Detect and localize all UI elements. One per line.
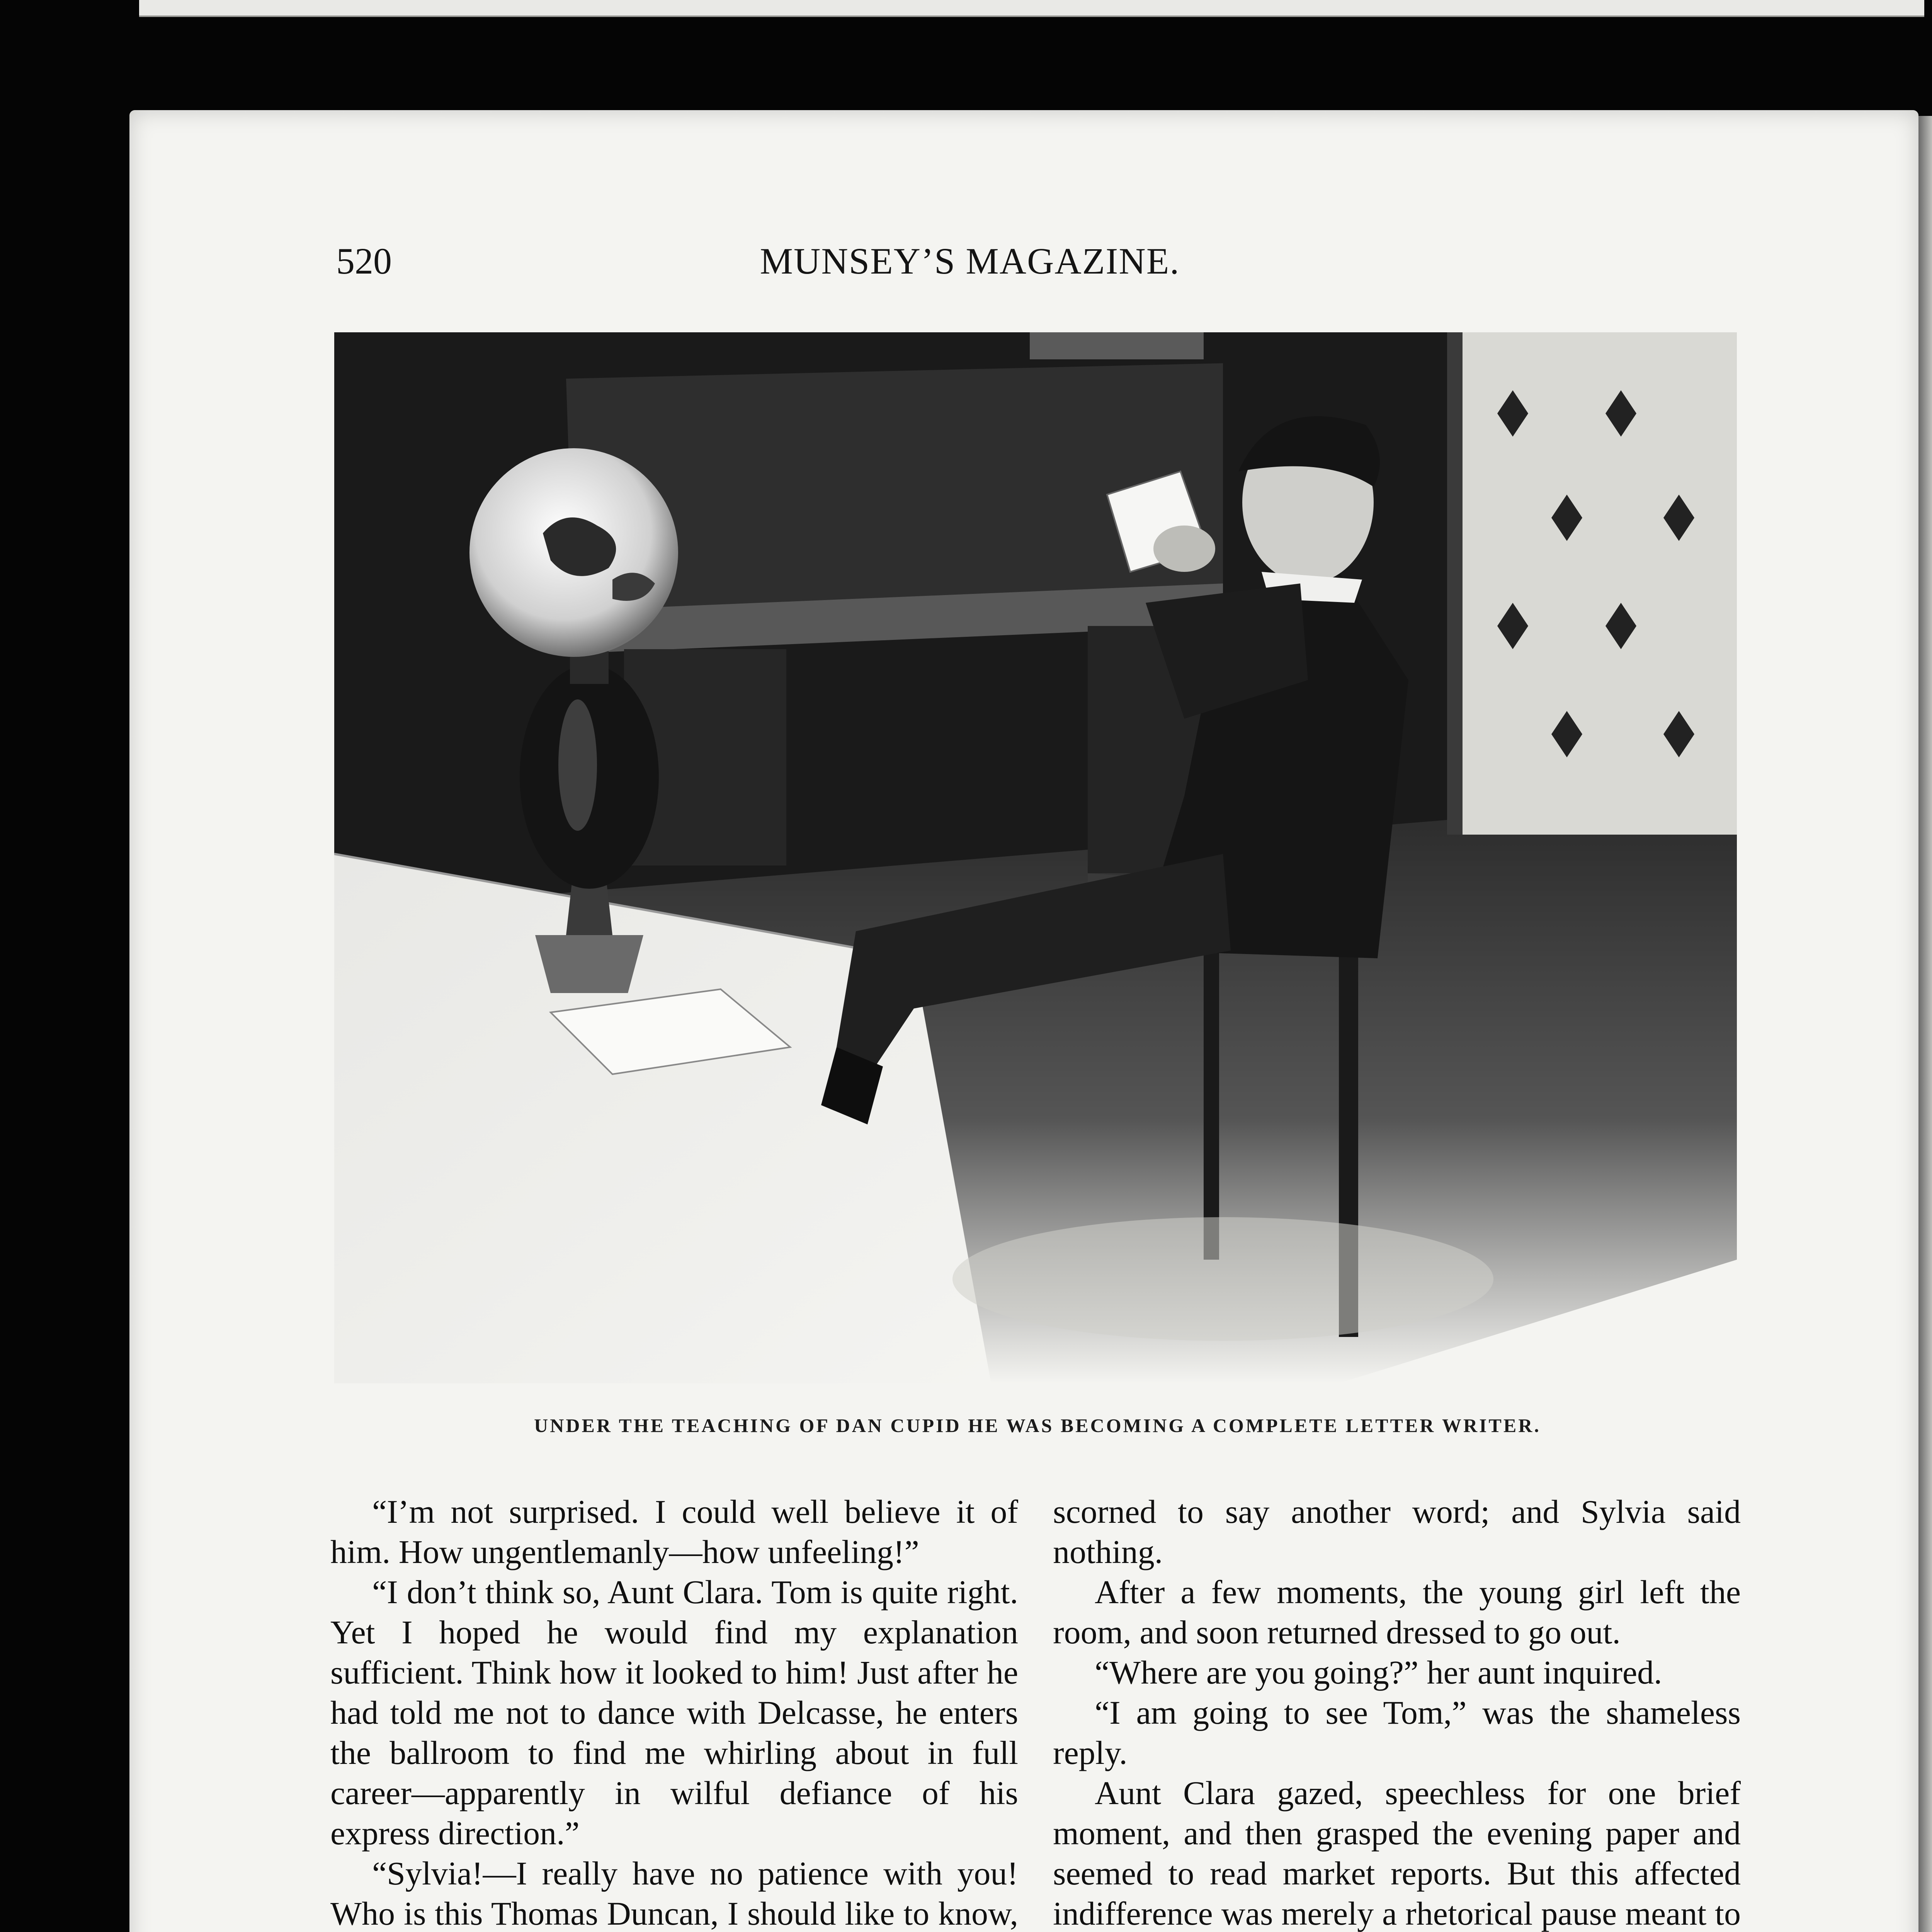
right-text-column [1053, 1492, 1741, 1932]
illustration [334, 332, 1737, 1383]
paragraph-continued: scorned to say another word; and Sylvia said nothing. [1053, 1493, 1741, 1570]
paragraph: After a few moments, the young girl left the room, and soon returned dressed to go out. [1053, 1573, 1741, 1651]
illustration-drawing [334, 332, 1737, 1383]
paragraph: Aunt Clara gazed, speechless for one brief moment, and then grasped the evening paper and seemed to read market reports. But this affected indifference was merely a rhetorical pause meant to [1053, 1774, 1741, 1932]
page-number: 520 [336, 240, 392, 282]
paragraph: “Sylvia!—I really have no patience with you! Who is this Thomas Duncan, I should like to know, [330, 1855, 1018, 1932]
page-gutter [1917, 116, 1932, 1932]
paragraph: “Where are you going?” her aunt inquired. [1095, 1654, 1662, 1691]
paragraph: “I don’t think so, Aunt Clara. Tom is quite right. Yet I hoped he would find my explanation sufficient. Think how it looked to him! Just after he had told me not to dance with Delcasse, he enters the ballroom to find me whirling about in full career—apparently in wilful defiance of his express direction.” [330, 1573, 1018, 1852]
left-text-column [330, 1492, 1018, 1932]
paragraph: “I’m not surprised. I could well believe it of him. How ungentlemanly—how unfeeling!” [330, 1493, 1018, 1570]
running-header [207, 240, 1733, 294]
illustration-caption: UNDER THE TEACHING OF DAN CUPID HE WAS BECOMING A COMPLETE LETTER WRITER. [534, 1415, 1541, 1436]
adjacent-page-edge [139, 0, 1924, 17]
running-head-title: MUNSEY’S MAGAZINE. [760, 240, 1180, 282]
paragraph: “I am going to see Tom,” was the shameless reply. [1053, 1694, 1741, 1771]
